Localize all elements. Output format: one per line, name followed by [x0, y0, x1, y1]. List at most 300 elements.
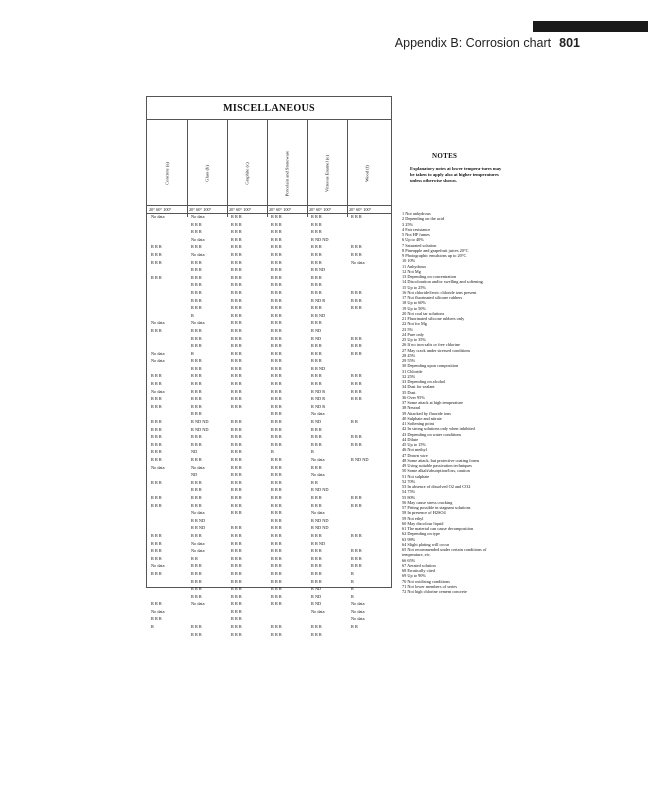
table-cell: R R R	[151, 457, 162, 462]
note-item: 25 Up to 35%	[402, 337, 426, 342]
table-cell: R	[151, 624, 154, 630]
table-cell: R R R	[271, 365, 282, 371]
table-cell: R	[311, 449, 314, 455]
table-row	[151, 517, 387, 525]
table-cell: R R R	[231, 396, 242, 402]
table-cell: R R R	[231, 464, 242, 470]
table-cell: R R R	[351, 441, 362, 447]
table-cell: R R R	[151, 373, 162, 379]
table-row	[151, 585, 387, 593]
table-cell: R R R	[351, 297, 362, 303]
table-cell: R R	[351, 624, 358, 630]
table-cell: R R R	[231, 555, 242, 561]
table-cell: No data	[311, 411, 325, 417]
table-row	[151, 372, 387, 380]
note-item: 32 25%	[402, 373, 416, 379]
table-cell: R R R	[311, 259, 322, 265]
table-row	[151, 479, 387, 487]
table-cell: R R R	[271, 388, 282, 394]
note-item: 22 Not for Mg	[402, 321, 427, 327]
note-item: 4 Fair resistance	[402, 226, 431, 232]
table-cell: R R R	[191, 441, 202, 447]
temperature-labels: 20° 60° 100°	[189, 207, 212, 212]
table-cell: R ND R	[311, 396, 326, 402]
note-item: 58 In presence of H2SO4	[402, 510, 446, 516]
note-item: 23 5%	[402, 326, 414, 332]
note-item: 62 Depending on type	[402, 531, 441, 537]
table-cell: R ND R	[311, 388, 326, 394]
table-cell: R R R	[271, 343, 282, 349]
header-rule-bar	[533, 21, 648, 32]
table-cell: R R R	[191, 274, 202, 280]
table-cell: R R R	[311, 244, 322, 250]
table-row	[151, 441, 387, 449]
table-cell: R R R	[191, 335, 202, 341]
table-cell: R R R	[271, 426, 282, 432]
note-item: 65 Not recommended under certain conditions of	[402, 547, 487, 552]
table-cell: R R R	[271, 540, 282, 546]
table-cell: R R R	[271, 289, 282, 295]
table-cell: R R R	[311, 434, 322, 440]
table-cell: No data	[151, 608, 165, 614]
table-cell: No data	[191, 464, 205, 470]
table-cell: R R R	[311, 624, 322, 630]
table-cell: No data	[151, 563, 165, 569]
table-cell: R R R	[311, 464, 322, 470]
table-cell: R R R	[191, 563, 202, 569]
table-cell: R R R	[271, 586, 282, 592]
table-cell: No data	[191, 320, 205, 326]
table-cell: R R R	[311, 570, 322, 576]
table-cell: No data	[191, 510, 205, 516]
column-divider	[187, 119, 188, 217]
table-cell: No data	[351, 259, 365, 265]
table-cell: R R R	[151, 403, 162, 409]
table-cell: R ND	[311, 586, 322, 592]
table-cell: R	[351, 578, 354, 584]
table-cell: R R R	[231, 487, 242, 493]
note-item: 28 45%	[402, 352, 416, 358]
table-cell: R R R	[271, 358, 282, 364]
table-cell: R	[351, 586, 354, 592]
table-cell: R R R	[271, 548, 282, 554]
table-cell: R	[191, 350, 194, 356]
table-cell: R R ND	[191, 525, 206, 531]
table-cell: R R R	[271, 396, 282, 402]
table-cell: R R R	[191, 358, 202, 364]
table-cell: R R R	[231, 403, 242, 409]
table-row	[151, 410, 387, 418]
table-cell: R R R	[151, 274, 162, 280]
table-row	[151, 395, 387, 403]
table-cell: R R R	[311, 305, 322, 311]
table-cell: R R R	[231, 335, 242, 341]
note-item: 17 Not fluorinated silicone rubbers	[402, 295, 463, 300]
table-cell: R R R	[351, 381, 362, 387]
table-cell: R R R	[271, 494, 282, 500]
table-cell: R R R	[271, 419, 282, 425]
table-cell: R R R	[271, 274, 282, 280]
table-row	[151, 266, 387, 274]
table-row	[151, 570, 387, 578]
table-cell: R R R	[191, 624, 202, 630]
table-cell: R R R	[151, 419, 162, 425]
page-number: 801	[559, 36, 580, 50]
table-cell: R R R	[231, 350, 242, 356]
table-cell: R R R	[231, 297, 242, 303]
table-cell: R R R	[231, 259, 242, 265]
table-row	[151, 471, 387, 479]
temperature-labels: 20° 60° 100°	[269, 207, 292, 212]
table-cell: R R R	[151, 327, 162, 333]
note-item: 61 The material can cause decomposition	[402, 526, 474, 531]
table-row	[151, 608, 387, 616]
table-cell: R R R	[191, 502, 202, 508]
note-item: 24 Pure only	[402, 331, 424, 337]
table-cell: No data	[191, 214, 205, 219]
note-item: 47 Drawn wire	[402, 452, 428, 458]
table-cell: R R R	[351, 548, 362, 554]
table-row	[151, 327, 387, 335]
table-cell: R R R	[191, 297, 202, 303]
table-cell: R R R	[351, 350, 362, 356]
table-cell: R R R	[231, 419, 242, 425]
table-cell: R R R	[231, 373, 242, 379]
table-cell: R R	[191, 555, 198, 561]
table-cell: R R R	[311, 358, 322, 364]
table-row	[151, 532, 387, 540]
column-heading-glass: Glass (b)	[204, 165, 210, 182]
table-cell: R R R	[271, 229, 282, 235]
note-item: 46 Not methyl	[402, 447, 427, 453]
note-item: 15 Up to 25%	[402, 284, 426, 290]
note-item: 19 Up to 50%	[402, 305, 426, 311]
table-cell: R R R	[151, 441, 162, 447]
note-item: 57 Pitting possible in stagnant solutions	[402, 505, 471, 510]
table-cell: R R R	[191, 578, 202, 584]
table-cell: R R R	[271, 624, 282, 630]
table-cell: R R R	[231, 570, 242, 576]
note-item: 16 Not chloride/ferric chloride ions present	[402, 289, 477, 295]
table-cell: No data	[191, 236, 205, 242]
table-cell: R R R	[151, 396, 162, 402]
table-cell: R R R	[151, 381, 162, 387]
table-cell: R R ND	[311, 312, 326, 318]
table-cell: R R R	[311, 426, 322, 432]
table-cell: R R R	[311, 502, 322, 508]
table-cell: R R R	[351, 434, 362, 440]
table-row	[151, 631, 387, 639]
note-item: 30 Depending upon composition	[402, 363, 459, 369]
table-cell: R R R	[191, 570, 202, 576]
table-cell: R R R	[191, 403, 202, 409]
table-cell: R R R	[191, 487, 202, 493]
table-row	[151, 502, 387, 510]
note-item: 18 Up to 60%	[402, 300, 426, 306]
table-cell: R R R	[271, 244, 282, 250]
note-item: temperature, etc.	[402, 552, 431, 558]
note-item: 21 Fluorinated silicone rubbers only	[402, 316, 465, 321]
table-cell: R R R	[231, 327, 242, 333]
table-cell: R R R	[351, 214, 362, 219]
table-cell: No data	[191, 540, 205, 546]
table-row	[151, 433, 387, 441]
table-cell: R R R	[231, 229, 242, 235]
note-item: 6 Up to 40%	[402, 237, 424, 243]
table-cell: R R R	[231, 282, 242, 288]
table-cell: R R R	[151, 449, 162, 455]
table-cell: R R R	[231, 251, 242, 257]
column-divider	[347, 119, 348, 217]
table-cell: R R R	[271, 373, 282, 379]
note-item: 14 Discoloration and/or swelling and softening	[402, 279, 483, 285]
table-cell: No data	[351, 616, 365, 622]
note-item: 37 Some attack at high temperature	[402, 400, 463, 405]
note-item: 26 If no iron salts or free chlorine	[402, 342, 460, 348]
table-cell: R R R	[191, 631, 202, 637]
table-cell: R R R	[271, 502, 282, 508]
table-cell: R R R	[271, 593, 282, 599]
table-cell: R R R	[271, 525, 282, 531]
table-cell: R R R	[231, 388, 242, 394]
table-row	[151, 319, 387, 327]
table-row	[151, 562, 387, 570]
table-cell: R R R	[191, 289, 202, 295]
table-row	[151, 494, 387, 502]
table-row	[151, 486, 387, 494]
table-cell: R	[351, 593, 354, 599]
note-item: 72 Not high chlorine cement concrete	[402, 589, 467, 594]
table-cell: R R R	[191, 259, 202, 265]
title-rule	[147, 119, 391, 120]
table-cell: R R R	[231, 494, 242, 500]
table-cell: R R R	[351, 251, 362, 257]
table-row	[151, 540, 387, 548]
table-cell: R R R	[231, 540, 242, 546]
table-cell: R R R	[191, 411, 202, 417]
table-cell: R R R	[191, 305, 202, 311]
table-row	[151, 418, 387, 426]
notes-title: NOTES	[432, 152, 458, 160]
table-cell: R R R	[151, 244, 162, 250]
table-cell: R R R	[271, 517, 282, 523]
table-row	[151, 623, 387, 631]
table-cell: R R R	[191, 593, 202, 599]
table-cell: R R R	[231, 548, 242, 554]
table-cell: R R R	[191, 365, 202, 371]
table-cell: R R R	[271, 555, 282, 561]
note-item: 45 Up to 15%	[402, 442, 426, 447]
note-item: 63 98%	[402, 536, 416, 542]
note-item: 60 May discolour liquid	[402, 520, 444, 526]
table-row	[151, 289, 387, 297]
table-row	[151, 297, 387, 305]
note-item: 66 65%	[402, 557, 416, 563]
table-cell: No data	[191, 601, 205, 607]
note-item: 44 Dilute	[402, 436, 419, 442]
table-cell: R ND R	[311, 403, 326, 409]
note-item: 10 10%	[402, 258, 416, 264]
running-head	[395, 36, 580, 50]
table-row	[151, 448, 387, 456]
table-cell: No data	[191, 251, 205, 257]
table-cell: R ND ND	[351, 457, 369, 462]
table-cell: R R R	[231, 312, 242, 318]
table-cell: R R R	[271, 578, 282, 584]
table-cell: R R R	[231, 381, 242, 387]
note-item: 68 Erratically cited	[402, 568, 435, 573]
table-cell: R R R	[311, 631, 322, 637]
temperature-labels: 20° 60° 100°	[309, 207, 332, 212]
table-cell: R R ND	[311, 267, 326, 273]
corrosion-chart	[146, 96, 392, 637]
table-cell: R R R	[151, 555, 162, 561]
table-cell: R R R	[351, 335, 362, 341]
note-item: 31 Chloride	[402, 368, 423, 374]
table-row	[151, 228, 387, 236]
table-cell: R R R	[151, 570, 162, 576]
table-cell: R ND	[311, 419, 322, 425]
note-item: 2 Depending on the acid	[402, 216, 445, 222]
table-cell: R ND ND	[191, 426, 209, 432]
table-cell: R R R	[311, 532, 322, 538]
table-cell: R R R	[271, 472, 282, 478]
table-cell: R R R	[191, 434, 202, 440]
temperature-labels: 20° 60° 100°	[229, 207, 252, 212]
note-item: 35 Dust	[402, 389, 416, 395]
table-cell: R	[351, 570, 354, 576]
table-cell: R R R	[231, 525, 242, 531]
table-cell: R R	[311, 479, 318, 485]
note-item: 53 In absence of dissolved O2 and CO2	[402, 484, 471, 489]
table-cell: R R R	[271, 510, 282, 516]
table-cell: R R R	[311, 578, 322, 584]
table-cell: R R R	[191, 267, 202, 273]
table-cell: R R R	[311, 381, 322, 387]
note-item: 55 80%	[402, 494, 416, 500]
table-cell: R ND	[311, 601, 322, 607]
table-row	[151, 615, 387, 623]
note-item: 39 Attacked by fluoride ions	[402, 410, 451, 416]
table-cell: R R ND	[191, 517, 206, 523]
table-row	[151, 251, 387, 259]
note-item: 64 Slight plating will occur	[402, 541, 450, 547]
table-cell: R R R	[231, 449, 242, 455]
table-cell: R R R	[191, 221, 202, 227]
table-row	[151, 403, 387, 411]
table-cell: R R R	[351, 555, 362, 561]
table-cell: R R R	[311, 373, 322, 379]
table-cell: R R R	[191, 532, 202, 538]
table-cell: R R R	[191, 479, 202, 485]
table-cell: R R R	[231, 563, 242, 569]
table-cell: R R R	[271, 381, 282, 387]
table-cell: R R R	[271, 631, 282, 637]
table-cell: R R R	[191, 457, 202, 462]
table-cell: R R R	[271, 267, 282, 273]
table-cell: R R R	[231, 434, 242, 440]
note-item: 69 Up to 90%	[402, 573, 426, 579]
table-cell: R R R	[311, 350, 322, 356]
table-cell: R R R	[231, 608, 242, 614]
table-cell: R R R	[311, 282, 322, 288]
table-cell: R ND	[311, 327, 322, 333]
table-cell: R R R	[231, 358, 242, 364]
table-cell: R R R	[351, 388, 362, 394]
header-rule	[147, 205, 391, 206]
table-cell: R R R	[231, 365, 242, 371]
table-row	[151, 335, 387, 343]
table-cell: R R R	[151, 494, 162, 500]
table-cell: R R R	[351, 373, 362, 379]
table-cell: No data	[151, 214, 165, 219]
temperature-labels: 20° 60° 100°	[149, 207, 172, 212]
table-cell: R R R	[271, 570, 282, 576]
table-cell: R R R	[231, 236, 242, 242]
resistance-grid	[151, 213, 387, 638]
table-cell: R R R	[271, 305, 282, 311]
table-cell: R R R	[351, 343, 362, 349]
table-cell: R R R	[311, 441, 322, 447]
table-cell: R R R	[311, 251, 322, 257]
note-item: 70 Not oxidising conditions	[402, 578, 450, 584]
table-cell: R R R	[351, 244, 362, 250]
note-item: 48 Some attack, but protective coating forms	[402, 457, 480, 463]
table-cell: No data	[151, 320, 165, 326]
table-cell: R R R	[271, 479, 282, 485]
table-cell: R	[191, 312, 194, 318]
note-item: 52 70%	[402, 478, 416, 484]
table-row	[151, 213, 387, 221]
table-cell: R R R	[231, 578, 242, 584]
column-divider	[307, 119, 308, 217]
note-item: 43 Depending on water conditions	[402, 431, 462, 437]
table-cell: R R R	[231, 472, 242, 478]
table-cell: R R R	[151, 434, 162, 440]
table-cell: R R R	[231, 244, 242, 250]
table-cell: R R R	[191, 282, 202, 288]
table-row	[151, 456, 387, 464]
table-cell: R ND ND	[311, 525, 329, 531]
table-cell: R R R	[271, 282, 282, 288]
table-cell: R R R	[271, 214, 282, 219]
table-cell: ND	[191, 472, 198, 478]
temperature-labels: 20° 60° 100°	[349, 207, 372, 212]
table-row	[151, 221, 387, 229]
table-cell: R R R	[311, 548, 322, 554]
note-item: 13 Depending on concentration	[402, 274, 457, 279]
table-cell: R R R	[271, 434, 282, 440]
table-cell: R R R	[191, 396, 202, 402]
chart-title: MISCELLANEOUS	[223, 103, 315, 114]
note-item: 29 55%	[402, 358, 416, 363]
note-item: 9 Photographic emulsions up to 20°C	[402, 253, 467, 258]
table-row	[151, 365, 387, 373]
table-cell: R ND ND	[191, 419, 209, 425]
note-item: 7 Saturated solution	[402, 242, 437, 248]
table-cell: R R R	[231, 320, 242, 326]
table-row	[151, 380, 387, 388]
note-item: 42 In strong solutions only when inhibited	[402, 426, 475, 432]
table-cell: R R R	[271, 464, 282, 470]
note-item: 36 Over 95%	[402, 394, 425, 400]
table-cell: R R R	[231, 479, 242, 485]
table-cell: No data	[351, 601, 365, 607]
table-cell: R R R	[151, 548, 162, 554]
table-cell: R R R	[151, 540, 162, 546]
table-cell: R R R	[191, 586, 202, 592]
table-cell: R R R	[271, 335, 282, 341]
